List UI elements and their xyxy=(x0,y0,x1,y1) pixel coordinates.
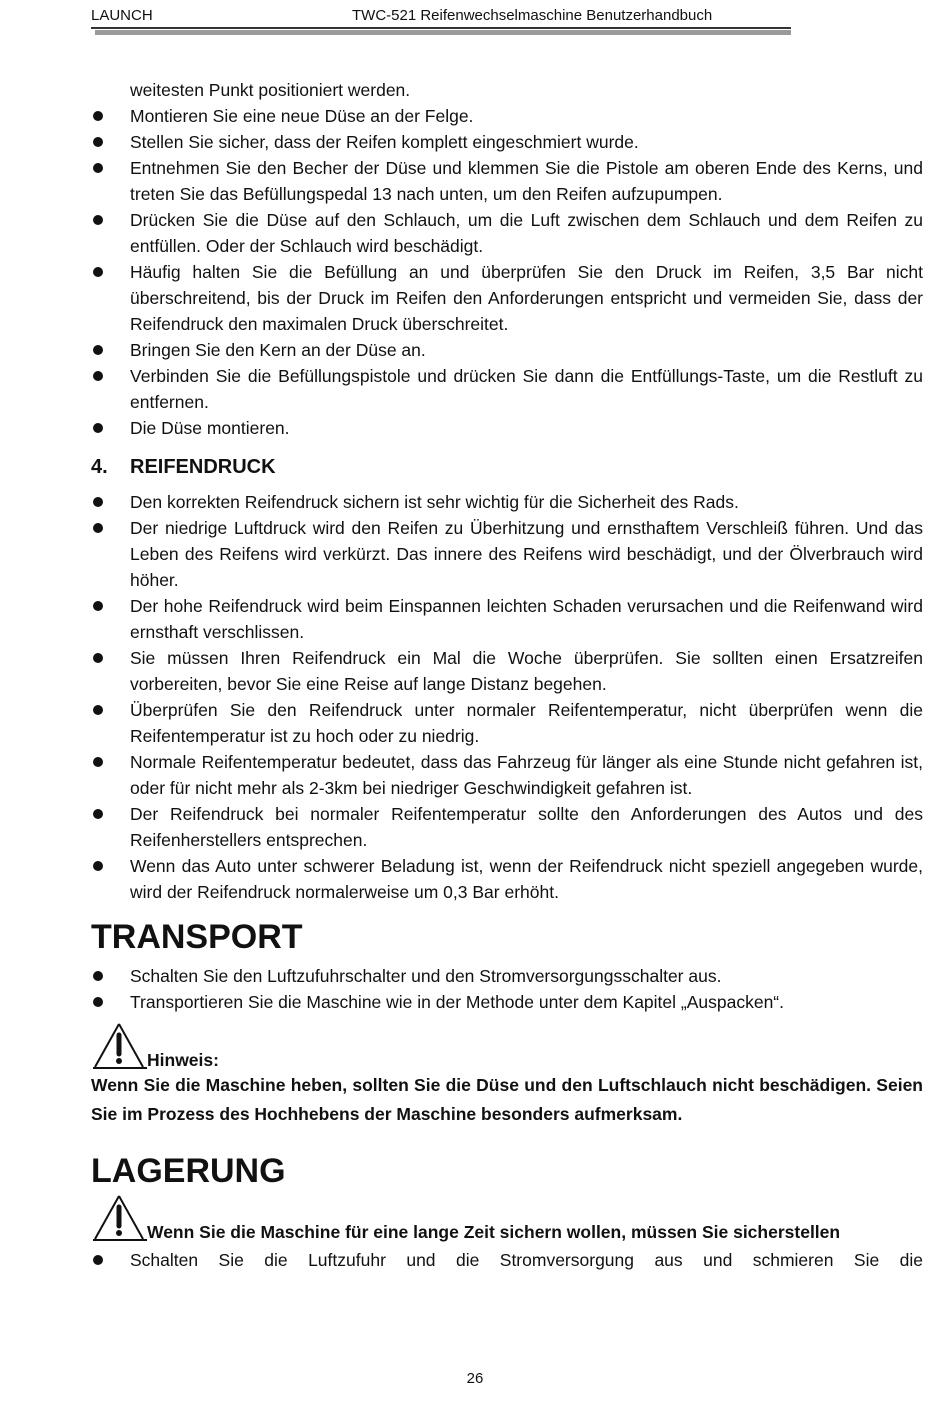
list-item: Transportieren Sie die Maschine wie in der Methode unter dem Kapitel „Auspacken“. xyxy=(91,989,923,1015)
heading-transport: TRANSPORT xyxy=(91,918,303,956)
list-item: Sie müssen Ihren Reifendruck ein Mal die Woche überprüfen. Sie sollten einen Ersatzreifen vorbereiten, bevor Sie eine Reise auf lange Distanz begehen. xyxy=(91,645,923,697)
section-heading-reifendruck xyxy=(91,454,923,480)
note-label: Hinweis: xyxy=(147,1050,219,1070)
bullet-list-inflation xyxy=(91,103,923,441)
list-item: Stellen Sie sicher, dass der Reifen komplett eingeschmiert wurde. xyxy=(91,129,923,155)
continued-text: weitesten Punkt positioniert werden. xyxy=(130,80,411,100)
section-number: 4. xyxy=(91,456,108,478)
header-rule xyxy=(91,27,791,29)
list-item: Häufig halten Sie die Befüllung an und überprüfen Sie den Druck im Reifen, 3,5 Bar nicht überschreitend, bis der Druck im Reifen den Anforderungen entspricht und vermeiden Sie, dass der Reifendruck den maximalen Druck überschreitet. xyxy=(91,259,923,337)
bullet-list-lagerung xyxy=(91,1247,923,1273)
bullet-list-reifendruck xyxy=(91,489,923,905)
header-left: LAUNCH xyxy=(91,7,153,24)
page-number: 26 xyxy=(466,1370,484,1387)
list-item: Bringen Sie den Kern an der Düse an. xyxy=(91,337,923,363)
list-item: Der niedrige Luftdruck wird den Reifen zu Überhitzung und ernsthaftem Verschleiß führen. Und das Leben des Reifens wird verkürzt. Das innere des Reifens wird beschädigt, und der Ölverbrauch wird höher. xyxy=(91,515,923,593)
section-title: REIFENDRUCK xyxy=(130,456,276,478)
page-content xyxy=(91,77,923,1273)
warning-text: Wenn Sie die Maschine für eine lange Zeit sichern wollen, müssen Sie sicherstellen xyxy=(147,1222,841,1242)
list-item: Schalten Sie die Luftzufuhr und die Stromversorgung aus und schmieren Sie die xyxy=(91,1247,923,1273)
list-item: Schalten Sie den Luftzufuhrschalter und den Stromversorgungsschalter aus. xyxy=(91,963,923,989)
list-item: Überprüfen Sie den Reifendruck unter normaler Reifentemperatur, nicht überprüfen wenn die Reifentemperatur ist zu hoch oder zu niedrig. xyxy=(91,697,923,749)
list-item: Montieren Sie eine neue Düse an der Felge. xyxy=(91,103,923,129)
header-title: TWC-521 Reifenwechselmaschine Benutzerhandbuch xyxy=(352,7,713,24)
bullet-list-transport xyxy=(91,963,923,1015)
list-item: Der hohe Reifendruck wird beim Einspannen leichten Schaden verursachen und die Reifenwand wird ernsthaft verschlissen. xyxy=(91,593,923,645)
warning-icon xyxy=(91,1021,147,1071)
list-item: Drücken Sie die Düse auf den Schlauch, um die Luft zwischen dem Schlauch und dem Reifen zu entfüllen. Oder der Schlauch wird beschädigt. xyxy=(91,207,923,259)
note-text: Wenn Sie die Maschine heben, sollten Sie die Düse und den Luftschlauch nicht beschädigen. Seien Sie im Prozess des Hochhebens der Maschine besonders aufmerksam. xyxy=(91,1075,923,1124)
list-item: Der Reifendruck bei normaler Reifentemperatur sollte den Anforderungen des Autos und des Reifenherstellers entsprechen. xyxy=(91,801,923,853)
storage-warning xyxy=(91,1193,923,1243)
list-item: Normale Reifentemperatur bedeutet, dass das Fahrzeug für länger als eine Stunde nicht gefahren ist, oder für nicht mehr als 2-3km bei niedriger Geschwindigkeit gefahren ist. xyxy=(91,749,923,801)
note-block xyxy=(91,1021,923,1071)
header-shadow-bar xyxy=(95,30,791,35)
list-item: Entnehmen Sie den Becher der Düse und klemmen Sie die Pistole am oberen Ende des Kerns, und treten Sie das Befüllungspedal 13 nach unten, um den Reifen aufzupumpen. xyxy=(91,155,923,207)
list-item: Wenn das Auto unter schwerer Beladung ist, wenn der Reifendruck nicht speziell angegeben wurde, wird der Reifendruck normalerweise um 0,3 Bar erhöht. xyxy=(91,853,923,905)
heading-lagerung: LAGERUNG xyxy=(91,1152,286,1190)
list-item: Verbinden Sie die Befüllungspistole und drücken Sie dann die Entfüllungs-Taste, um die Restluft zu entfernen. xyxy=(91,363,923,415)
list-item: Die Düse montieren. xyxy=(91,415,923,441)
list-item: Den korrekten Reifendruck sichern ist sehr wichtig für die Sicherheit des Rads. xyxy=(91,489,923,515)
warning-icon xyxy=(91,1193,147,1243)
